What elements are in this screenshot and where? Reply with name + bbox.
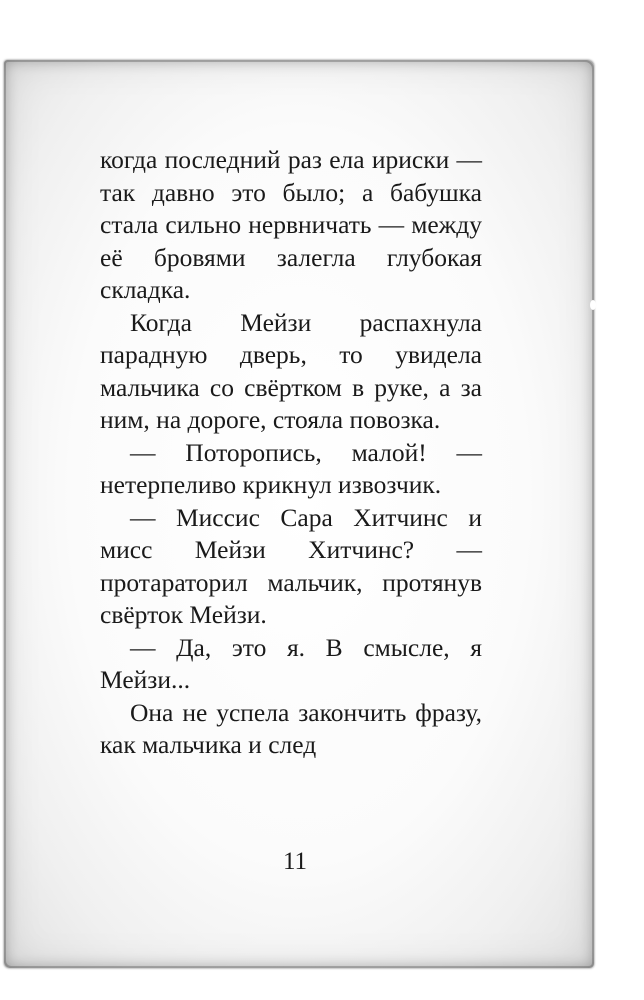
page-body-text	[100, 144, 482, 762]
paragraph: — Да, это я. В смысле, я Мейзи...	[100, 632, 482, 694]
paragraph: Она не успела закончить фразу, как мальчика и след	[100, 697, 482, 759]
paragraph: когда последний раз ела ириски — так давно это было; а бабушка стала сильно нервничать — между её бровями залегла глубокая складка.	[100, 145, 482, 304]
paragraph: — Поторопись, малой! — нетерпеливо крикнул извозчик.	[100, 437, 482, 499]
paragraph: — Миссис Сара Хитчинс и мисс Мейзи Хитчинс? — протараторил мальчик, протянув свёрток Мейзи.	[100, 502, 482, 629]
paragraph: Когда Мейзи распахнула парадную дверь, то увидела мальчика со свёртком в руке, а за ним, на дороге, стояла повозка.	[100, 307, 482, 434]
page-edge-tear	[590, 300, 596, 310]
page-number: 11	[282, 848, 308, 875]
